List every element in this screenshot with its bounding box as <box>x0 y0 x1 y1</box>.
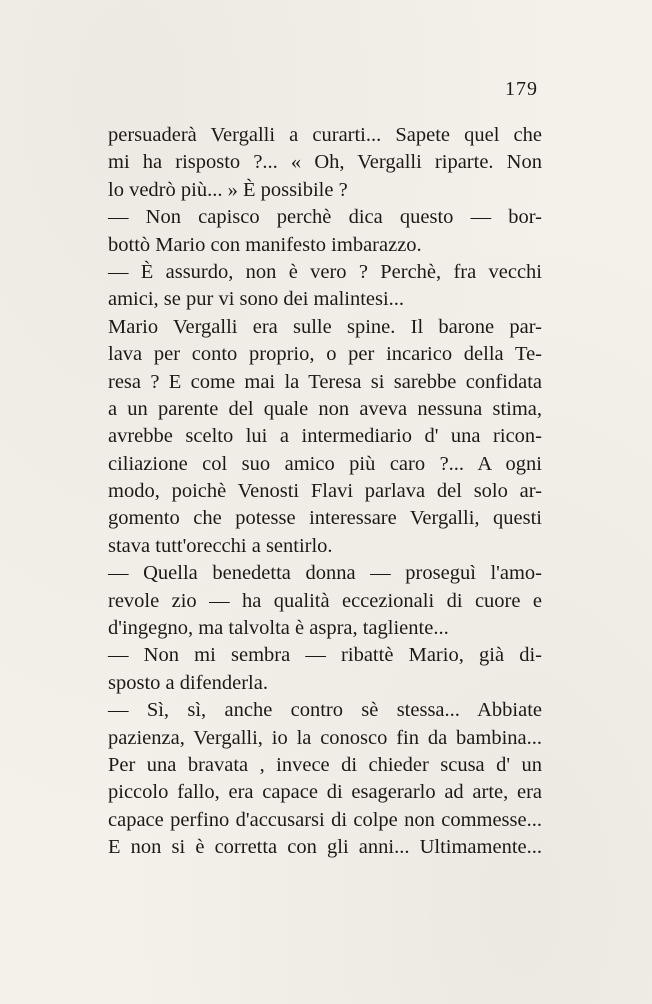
text-line: avrebbe scelto lui a intermediario d' una ricon- <box>108 425 542 448</box>
text-line: persuaderà Vergalli a curarti... Sapete quel che <box>108 124 542 146</box>
text-line: d'ingegno, ma talvolta è aspra, tagliente... <box>108 617 449 640</box>
text-line: gomento che potesse interessare Vergalli, questi <box>108 507 542 530</box>
text-line: mi ha risposto ?... « Oh, Vergalli riparte. Non <box>108 151 542 174</box>
text-line: ciliazione col suo amico più caro ?... A ogni <box>108 452 542 475</box>
text-line: pazienza, Vergalli, io la conosco fin da bambina... <box>108 726 542 749</box>
text-line: sposto a difenderla. <box>108 671 268 694</box>
page-number: 179 <box>505 78 538 100</box>
text-line: — Non capisco perchè dica questo — bor- <box>108 206 542 229</box>
text-line: lo vedrò più... » È possibile ? <box>108 178 348 201</box>
text-line: revole zio — ha qualità eccezionali di cuore e <box>108 589 542 612</box>
text-line: — Quella benedetta donna — proseguì l'amo- <box>108 562 542 585</box>
text-line: E non si è corretta con gli anni... Ultimamente... <box>108 836 542 859</box>
text-line: lava per conto proprio, o per incarico della Te- <box>108 343 542 366</box>
text-line: bottò Mario con manifesto imbarazzo. <box>108 233 422 256</box>
text-line: piccolo fallo, era capace di esagerarlo ad arte, era <box>108 781 542 804</box>
text-line: — Sì, sì, anche contro sè stessa... Abbiate <box>108 699 542 722</box>
text-line: a un parente del quale non aveva nessuna stima, <box>108 397 542 420</box>
text-line: stava tutt'orecchi a sentirlo. <box>108 534 333 557</box>
text-line: Mario Vergalli era sulle spine. Il barone par- <box>108 315 542 338</box>
text-line: — È assurdo, non è vero ? Perchè, fra vecchi <box>108 260 542 283</box>
text-line: amici, se pur vi sono dei malintesi... <box>108 288 405 311</box>
text-line: modo, poichè Venosti Flavi parlava del solo ar- <box>108 480 542 503</box>
body-text <box>108 122 542 862</box>
text-line: resa ? E come mai la Teresa si sarebbe confidata <box>108 370 542 393</box>
text-line: Per una bravata , invece di chieder scusa d' un <box>108 753 542 776</box>
text-line: — Non mi sembra — ribattè Mario, già di- <box>108 644 542 667</box>
text-line: capace perfino d'accusarsi di colpe non commesse... <box>108 808 542 831</box>
